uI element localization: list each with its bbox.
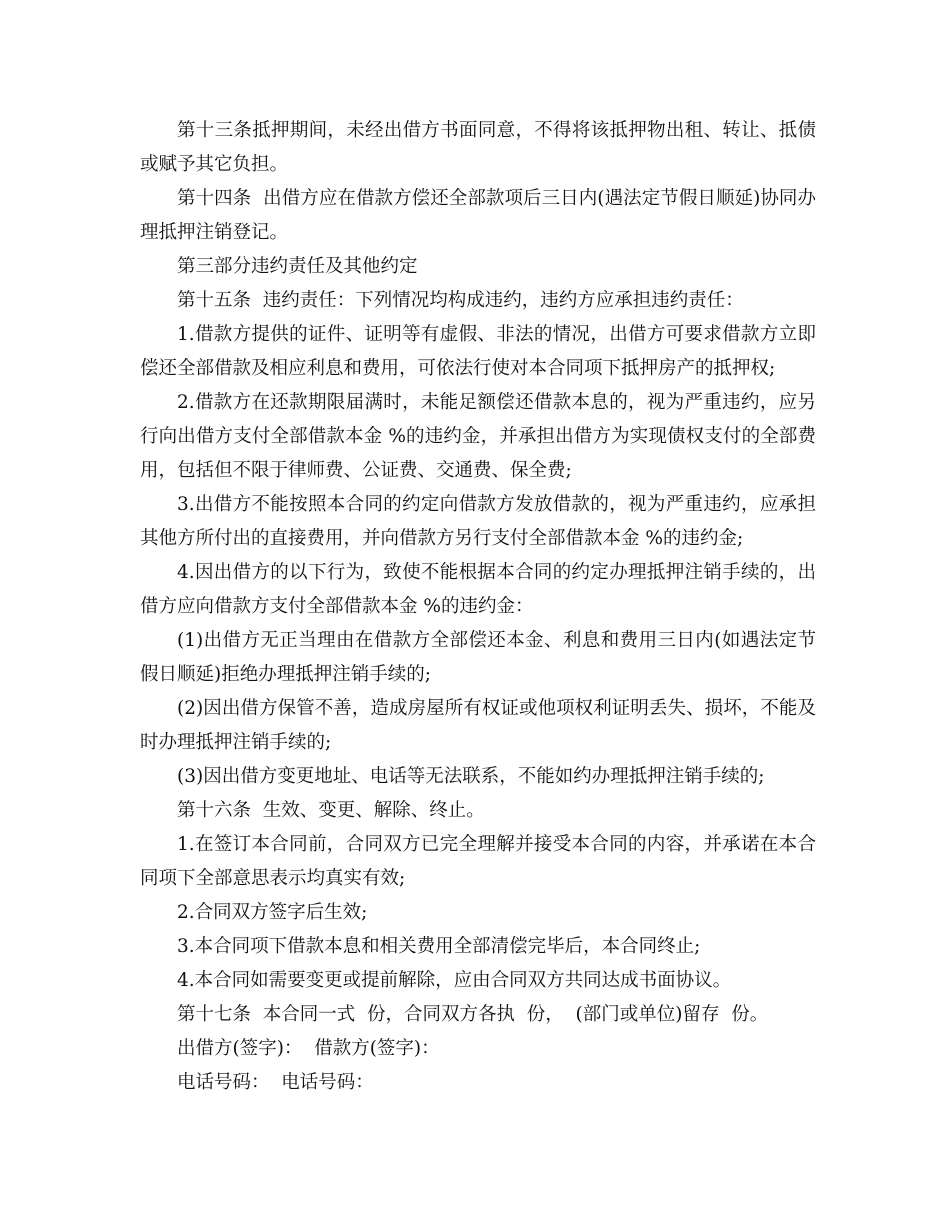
- clause-15-item-4: 4.因出借方的以下行为，致使不能根据本合同的约定办理抵押注销手续的，出借方应向借款方支付全部借款本金 %的违约金：: [140, 562, 816, 617]
- clause-15-item-4-sub-3: (3)因出借方变更地址、电话等无法联系，不能如约办理抵押注销手续的;: [177, 766, 765, 787]
- clause-16-item-3: 3.本合同项下借款本息和相关费用全部清偿完毕后，本合同终止;: [177, 936, 701, 957]
- clause-16-item-1: 1.在签订本合同前，合同双方已完全理解并接受本合同的内容，并承诺在本合同项下全部意思表示均真实有效;: [140, 834, 816, 889]
- clause-13: 第十三条抵押期间，未经出借方书面同意，不得将该抵押物出租、转让、抵债或赋予其它负担。: [140, 120, 816, 175]
- signature-line: 出借方(签字)： 借款方(签字)：: [177, 1038, 440, 1059]
- clause-15-item-4-sub-1: (1)出借方无正当理由在借款方全部偿还本金、利息和费用三日内(如遇法定节假日顺延)拒绝办理抵押注销手续的;: [140, 630, 816, 685]
- clause-15-item-2: 2.借款方在还款期限届满时，未能足额偿还借款本息的，视为严重违约，应另行向出借方支付全部借款本金 %的违约金，并承担出借方为实现债权支付的全部费用，包括但不限于律师费、公证费、交通费、保全费;: [140, 392, 816, 481]
- section-heading-part-3: 第三部分违约责任及其他约定: [177, 256, 418, 277]
- clause-15-item-3: 3.出借方不能按照本合同的约定向借款方发放借款的，视为严重违约，应承担其他方所付出的直接费用，并向借款方另行支付全部借款本金 %的违约金;: [140, 494, 816, 549]
- clause-15-item-4-sub-2: (2)因出借方保管不善，造成房屋所有权证或他项权利证明丢失、损坏，不能及时办理抵押注销手续的;: [140, 698, 816, 753]
- clause-16-item-4: 4.本合同如需要变更或提前解除，应由合同双方共同达成书面协议。: [177, 970, 732, 991]
- clause-15-item-1: 1.借款方提供的证件、证明等有虚假、非法的情况，出借方可要求借款方立即偿还全部借款及相应利息和费用，可依法行使对本合同项下抵押房产的抵押权;: [140, 324, 816, 379]
- clause-15: 第十五条 违约责任：下列情况均构成违约，违约方应承担违约责任：: [177, 290, 744, 311]
- clause-17: 第十七条 本合同一式 份，合同双方各执 份， (部门或单位)留存 份。: [177, 1004, 769, 1025]
- clause-16: 第十六条 生效、变更、解除、终止。: [177, 800, 485, 821]
- phone-line: 电话号码： 电话号码：: [177, 1072, 374, 1093]
- clause-16-item-2: 2.合同双方签字后生效;: [177, 902, 368, 923]
- document-body: [140, 114, 816, 1100]
- clause-14: 第十四条 出借方应在借款方偿还全部款项后三日内(遇法定节假日顺延)协同办理抵押注销登记。: [140, 188, 816, 243]
